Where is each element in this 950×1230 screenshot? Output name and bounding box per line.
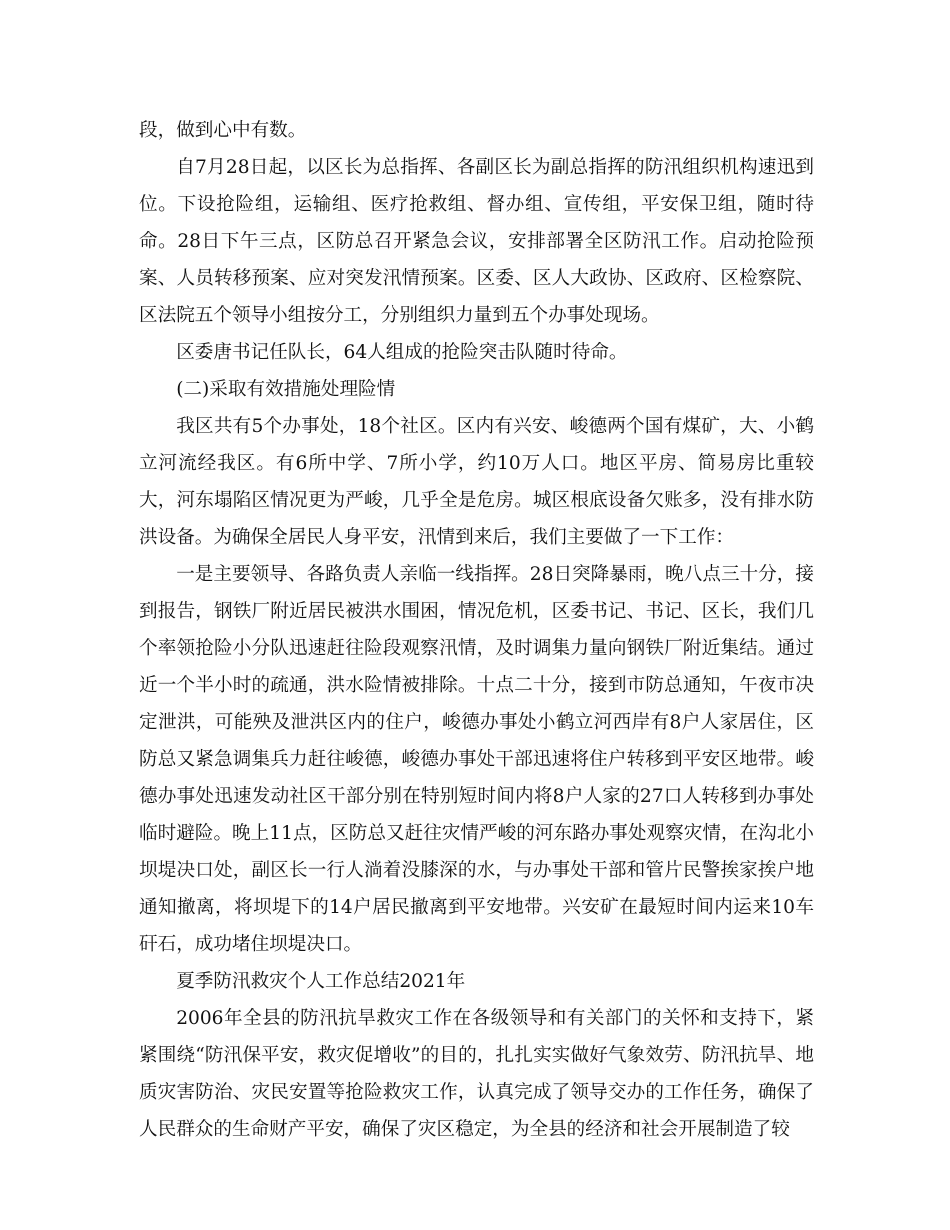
section-heading: (二)采取有效措施处理险情: [176, 379, 396, 400]
paragraph-5: 我区共有5个办事处，18个社区。区内有兴安、峻德两个国有煤矿，大、小鹤立河流经我区。有6所中学、7所小学，约10万人口。地区平房、简易房比重较大，河东塌陷区情况更为严峻，几乎全是危房。城区根底设备欠账多，没有排水防洪设备。为确保全居民人身平安，汛情到来后，我们主要做了一下工作：: [139, 416, 814, 548]
paragraph-3: 区委唐书记任队长，64人组成的抢险突击队随时待命。: [176, 342, 628, 363]
paragraph-8: 2006年全县的防汛抗旱救灾工作在各级领导和有关部门的关怀和支持下，紧紧围绕“防汛保平安，救灾促增收”的目的，扎扎实实做好气象效劳、防汛抗旱、地质灾害防治、灾民安置等抢险救灾工作，认真完成了领导交办的工作任务，确保了人民群众的生命财产平安，确保了灾区稳定，为全县的经济和社会开展制造了较: [139, 1008, 814, 1140]
document-title: 夏季防汛救灾个人工作总结2021年: [176, 971, 466, 992]
document-body: [139, 112, 814, 1148]
paragraph-6: 一是主要领导、各路负责人亲临一线指挥。28日突降暴雨，晚八点三十分，接到报告，钢铁厂附近居民被洪水围困，情况危机，区委书记、书记、区长，我们几个率领抢险小分队迅速赶往险段观察汛情，及时调集力量向钢铁厂附近集结。通过近一个半小时的疏通，洪水险情被排除。十点二十分，接到市防总通知，午夜市决定泄洪，可能殃及泄洪区内的住户，峻德办事处小鹤立河西岸有8户人家居住，区防总又紧急调集兵力赶往峻德，峻德办事处干部迅速将住户转移到平安区地带。峻德办事处迅速发动社区干部分别在特别短时间内将8户人家的27口人转移到办事处临时避险。晚上11点，区防总又赶往灾情严峻的河东路办事处观察灾情，在沟北小坝堤决口处，副区长一行人淌着没膝深的水，与办事处干部和管片民警挨家挨户地通知撤离，将坝堤下的14户居民撤离到平安地带。兴安矿在最短时间内运来10车矸石，成功堵住坝堤决口。: [139, 564, 814, 955]
paragraph-1: 段，做到心中有数。: [139, 120, 307, 141]
paragraph-2: 自7月28日起，以区长为总指挥、各副区长为副总指挥的防汛组织机构速迅到位。下设抢险组，运输组、医疗抢救组、督办组、宣传组，平安保卫组，随时待命。28日下午三点，区防总召开紧急会议，安排部署全区防汛工作。启动抢险预案、人员转移预案、应对突发汛情预案。区委、区人大政协、区政府、区检察院、区法院五个领导小组按分工，分别组织力量到五个办事处现场。: [139, 157, 814, 326]
